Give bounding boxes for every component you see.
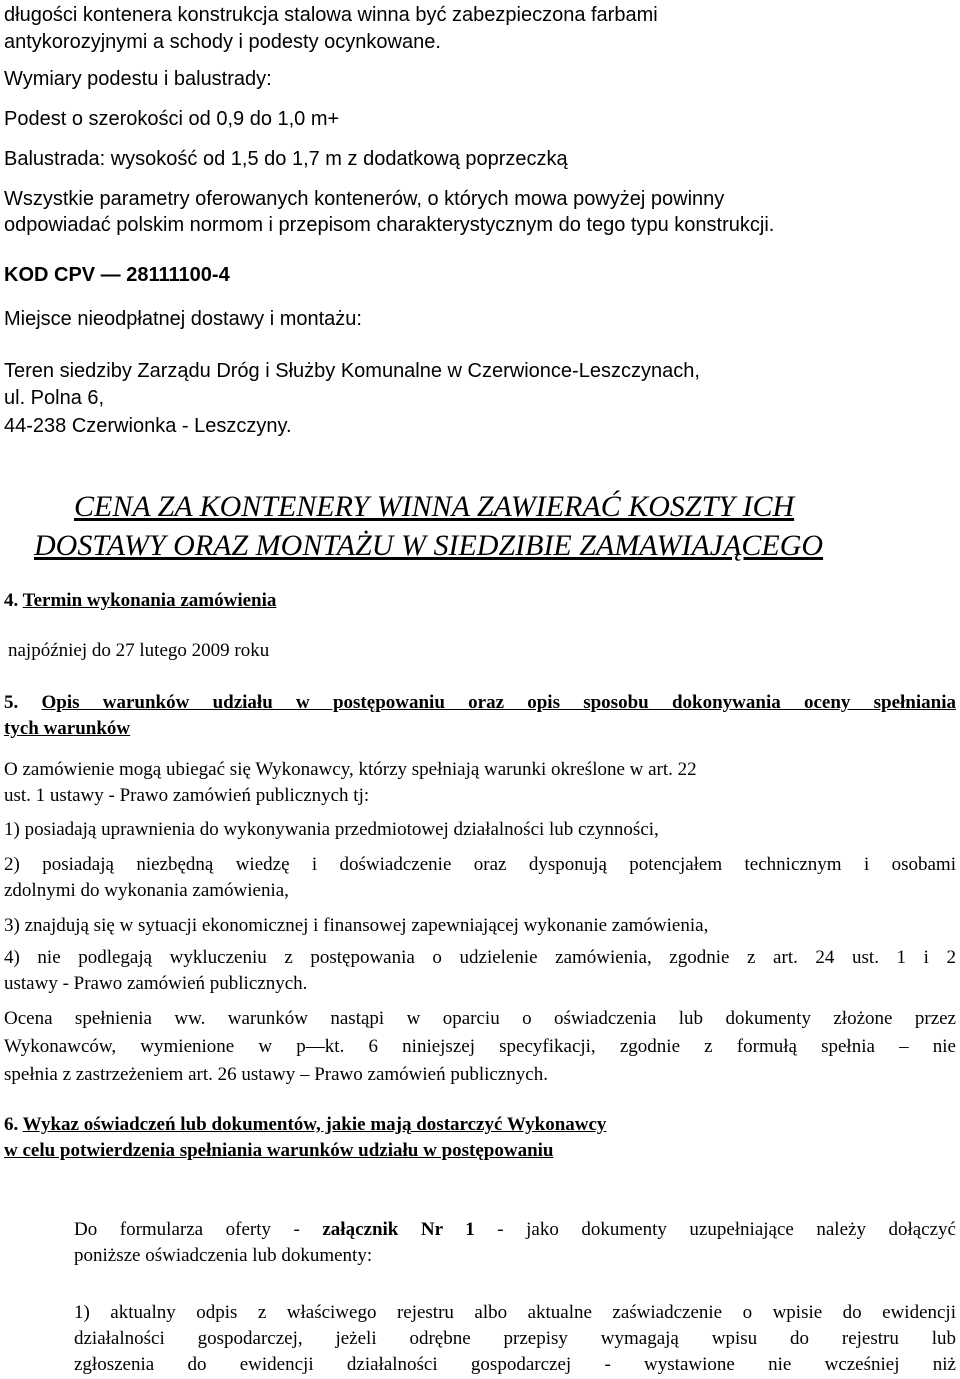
section-6-heading-line-1: Wykaz oświadczeń lub dokumentów, jakie mają dostarczyć Wykonawcy <box>22 1114 607 1135</box>
delivery-title: Miejsce nieodpłatnej dostawy i montażu: <box>4 308 362 330</box>
address-line-1: Teren siedziby Zarządu Dróg i Służby Komunalne w Czerwionce-Leszczynach, <box>4 360 700 382</box>
condition-4-line-1: 4) nie podlegają wykluczeniu z postępowania o udzielenie zamówienia, zgodnie z art. 24 ust. 1 i 2 <box>4 947 956 968</box>
section-5-heading-line-2: tych warunków <box>4 718 131 739</box>
condition-2-line-2: zdolnymi do wykonania zamówienia, <box>4 880 289 901</box>
section-5-intro-line-1: O zamówienie mogą ubiegać się Wykonawcy, którzy spełniają warunki określone w art. 22 <box>4 759 697 780</box>
section-5-heading-line-1: Opis warunków udziału w postępowaniu oraz opis sposobu dokonywania oceny spełniania <box>41 692 957 713</box>
evaluation-line-2-wrap <box>4 1034 956 1060</box>
attachments-paragraph-line-2: poniższe oświadczenia lub dokumenty: <box>74 1245 373 1266</box>
section-6-title <box>4 1112 606 1138</box>
price-note-line-2: DOSTAWY ORAZ MONTAŻU W SIEDZIBIE ZAMAWIAJĄCEGO <box>34 529 824 562</box>
condition-3: 3) znajdują się w sytuacji ekonomicznej i finansowej zapewniającej wykonanie zamówienia, <box>4 915 709 936</box>
params-line-2: odpowiadać polskim normom i przepisom charakterystycznym do tego typu konstrukcji. <box>4 214 775 236</box>
section-4-deadline: najpóźniej do 27 lutego 2009 roku <box>8 640 270 661</box>
address-line-2: ul. Polna 6, <box>4 387 105 409</box>
section-4-number: 4. <box>4 590 19 611</box>
document-1-line-1-wrap <box>74 1300 956 1326</box>
attachment-reference: załącznik Nr 1 <box>322 1219 475 1240</box>
condition-2-line-1: 2) posiadają niezbędną wiedzę i doświadczenie oraz dysponują potencjałem technicznym i osobami <box>4 854 956 875</box>
section-4-title <box>4 588 276 614</box>
section-6-heading-line-2: w celu potwierdzenia spełniania warunków udziału w postępowaniu <box>4 1140 554 1161</box>
intro-line-2: antykorozyjnymi a schody i podesty ocynkowane. <box>4 31 441 53</box>
section-5-intro-line-2: ust. 1 ustawy - Prawo zamówień publicznych tj: <box>4 785 370 806</box>
document-1-line-3: zgłoszenia do ewidencji działalności gospodarczej - wystawione nie wcześniej niż <box>74 1354 956 1375</box>
section-5-number: 5. <box>4 692 19 713</box>
attachments-paragraph-line-1 <box>74 1217 956 1243</box>
document-1-line-2: działalności gospodarczej, jeżeli odrębne przepisy wymagają wpisu do rejestru lub <box>74 1328 956 1349</box>
condition-4-line-2: ustawy - Prawo zamówień publicznych. <box>4 973 308 994</box>
document-1-line-2-wrap <box>74 1326 956 1352</box>
address-line-3: 44-238 Czerwionka - Leszczyny. <box>4 415 292 437</box>
condition-2-line-1-wrap <box>4 852 956 878</box>
section-5-title <box>4 690 956 716</box>
section-4-heading: Termin wykonania zamówienia <box>22 590 277 611</box>
balustrada-spec: Balustrada: wysokość od 1,5 do 1,7 m z dodatkową poprzeczką <box>4 148 568 170</box>
dimensions-title: Wymiary podestu i balustrady: <box>4 68 272 90</box>
params-line-1: Wszystkie parametry oferowanych kontenerów, o których mowa powyżej powinny <box>4 188 725 210</box>
document-1-line-3-wrap <box>74 1352 956 1378</box>
evaluation-line-2: Wykonawców, wymienione w p—kt. 6 niniejszej specyfikacji, zgodnie z formułą spełnia – nie <box>4 1036 956 1057</box>
evaluation-line-3: spełnia z zastrzeżeniem art. 26 ustawy – Prawo zamówień publicznych. <box>4 1064 548 1085</box>
evaluation-line-1: Ocena spełnienia ww. warunków nastąpi w oparciu o oświadczenia lub dokumenty złożone przez <box>4 1008 956 1029</box>
attachments-pre: Do formularza oferty - <box>74 1219 323 1240</box>
attachments-post: - jako dokumenty uzupełniające należy dołączyć <box>474 1219 956 1240</box>
evaluation-line-1-wrap <box>4 1006 956 1032</box>
condition-4-line-1-wrap <box>4 945 956 971</box>
price-note-line-1: CENA ZA KONTENERY WINNA ZAWIERAĆ KOSZTY ICH <box>74 490 795 523</box>
section-6-number: 6. <box>4 1114 19 1135</box>
intro-line-1: długości kontenera konstrukcja stalowa winna być zabezpieczona farbami <box>4 4 658 26</box>
podest-spec: Podest o szerokości od 0,9 do 1,0 m+ <box>4 108 340 130</box>
cpv-code: KOD CPV — 28111100-4 <box>4 264 230 286</box>
document-1-line-1: 1) aktualny odpis z właściwego rejestru albo aktualne zaświadczenie o wpisie do ewidencji <box>74 1302 956 1323</box>
condition-1: 1) posiadają uprawnienia do wykonywania przedmiotowej działalności lub czynności, <box>4 819 659 840</box>
